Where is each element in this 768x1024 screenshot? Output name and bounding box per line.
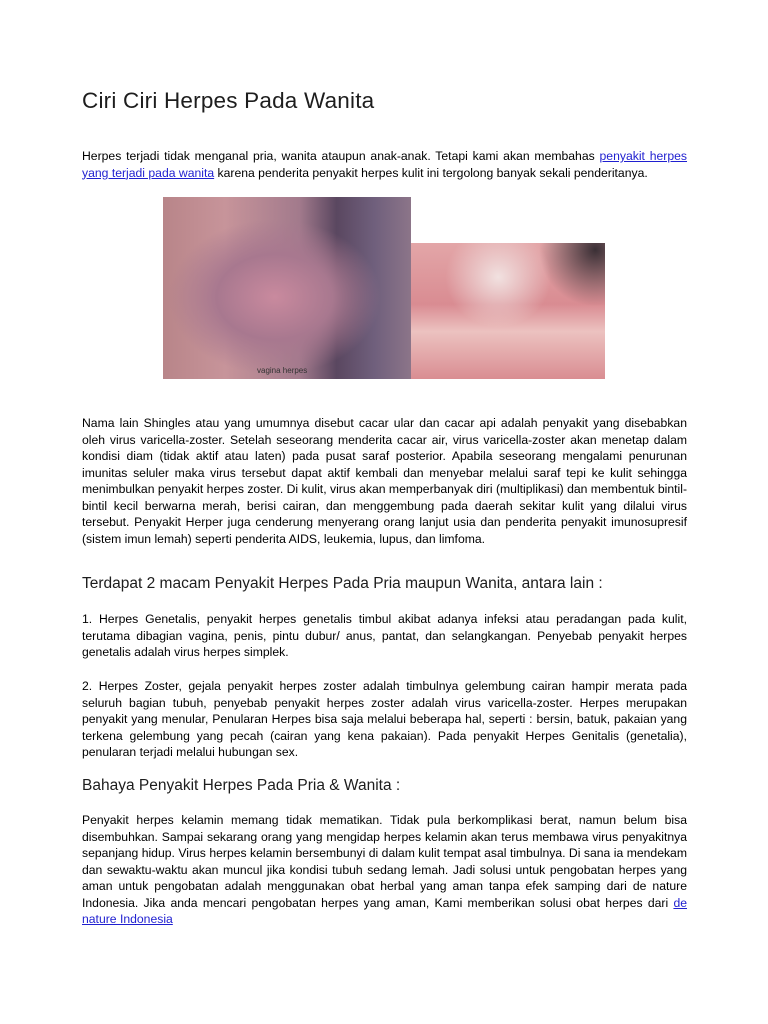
intro-text: Herpes terjadi tidak menganal pria, wanita ataupun anak-anak. Tetapi kami akan membahas (82, 149, 600, 163)
de-nature-link[interactable]: de nature Indonesia (82, 895, 687, 926)
danger-text: Penyakit herpes kelamin memang tidak mematikan. Tidak pula berkomplikasi berat, namun belum bisa disembuhkan. Sampai sekarang orang yang mengidap herpes kelamin akan terus membawa virus penyakitnya sepanjang hidup. Virus herpes kelamin bersembunyi di dalam kulit tempat asal timbulnya. Di sana ia mendekam dan sewaktu-waktu akan muncul jika kondisi tubuh sedang lemah. Jadi solusi untuk pengobatan herpes yang aman untuk pengobatan adalah menggunakan obat herbal yang aman tanpa efek samping dari de nature Indonesia. Jika anda mencari pengobatan herpes yang aman, Kami memberikan solusi obat herpes dari (82, 813, 687, 910)
shingles-paragraph: Nama lain Shingles atau yang umumnya disebut cacar ular dan cacar api adalah penyakit yang disebabkan oleh virus varicella-zoster. Setelah seseorang menderita cacar air, virus varicella-zoster akan menetap dalam kondisi diam (tidak aktif atau laten) pada pusat saraf posterior. Apabila seseorang mengalami penurunan imunitas seluler maka virus tersebut dapat aktif kembali dan menyebar melalui saraf tepi ke kulit sehingga menimbulkan penyakit herpes zoster. Di kulit, virus akan memperbanyak diri (multiplikasi) dan membentuk bintil-bintil kecil berwarna merah, berisi cairan, dan menggembung pada daerah sekitar kulit yang dilalui virus tersebut. Penyakit Herper juga cenderung menyerang orang lanjut usia dan penderita penyakit imunosupresif (sistem imun lemah) seperti penderita AIDS, leukemia, lupus, dan limfoma. (82, 416, 687, 546)
list-item-herpes-zoster: 2. Herpes Zoster, gejala penyakit herpes zoster adalah timbulnya gelembung cairan hampir merata pada seluruh bagian tubuh, penyebab penyakit herpes zoster adalah virus varicella-zoster. Herpes merupakan penyakit yang menular, Penularan Herpes bisa saja melalui beberapa hal, seperti : bersin, batuk, pakaian yang terkena gelembung yang pecah (cairan yang kena pakaian). Pada penyakit Herpes Genitalis (genetalia), penularan terjadi melalui hubungan sex. (82, 679, 687, 759)
herpes-wanita-link[interactable]: penyakit herpes yang terjadi pada wanita (82, 149, 688, 180)
danger-heading: Bahaya Penyakit Herpes Pada Pria & Wanita : (82, 777, 401, 794)
herpes-images (163, 197, 605, 380)
danger-paragraph (82, 812, 687, 928)
photo-caption: vagina herpes (257, 366, 308, 375)
list-item-herpes-genetalis: 1. Herpes Genetalis, penyakit herpes genetalis timbul akibat adanya infeksi atau peradangan pada kulit, terutama dibagian vagina, penis, pintu dubur/ anus, pantat, dan selangkangan. Penyebab penyakit herpes genetalis adalah virus herpes simplek. (82, 612, 687, 659)
herpes-photo-2 (411, 243, 605, 379)
types-heading: Terdapat 2 macam Penyakit Herpes Pada Pria maupun Wanita, antara lain : (82, 575, 603, 592)
page-title: Ciri Ciri Herpes Pada Wanita (82, 88, 375, 113)
intro-paragraph (82, 148, 687, 181)
intro-text-end: karena penderita penyakit herpes kulit ini tergolong banyak sekali penderitanya. (214, 165, 648, 180)
herpes-photo-1 (163, 197, 411, 379)
